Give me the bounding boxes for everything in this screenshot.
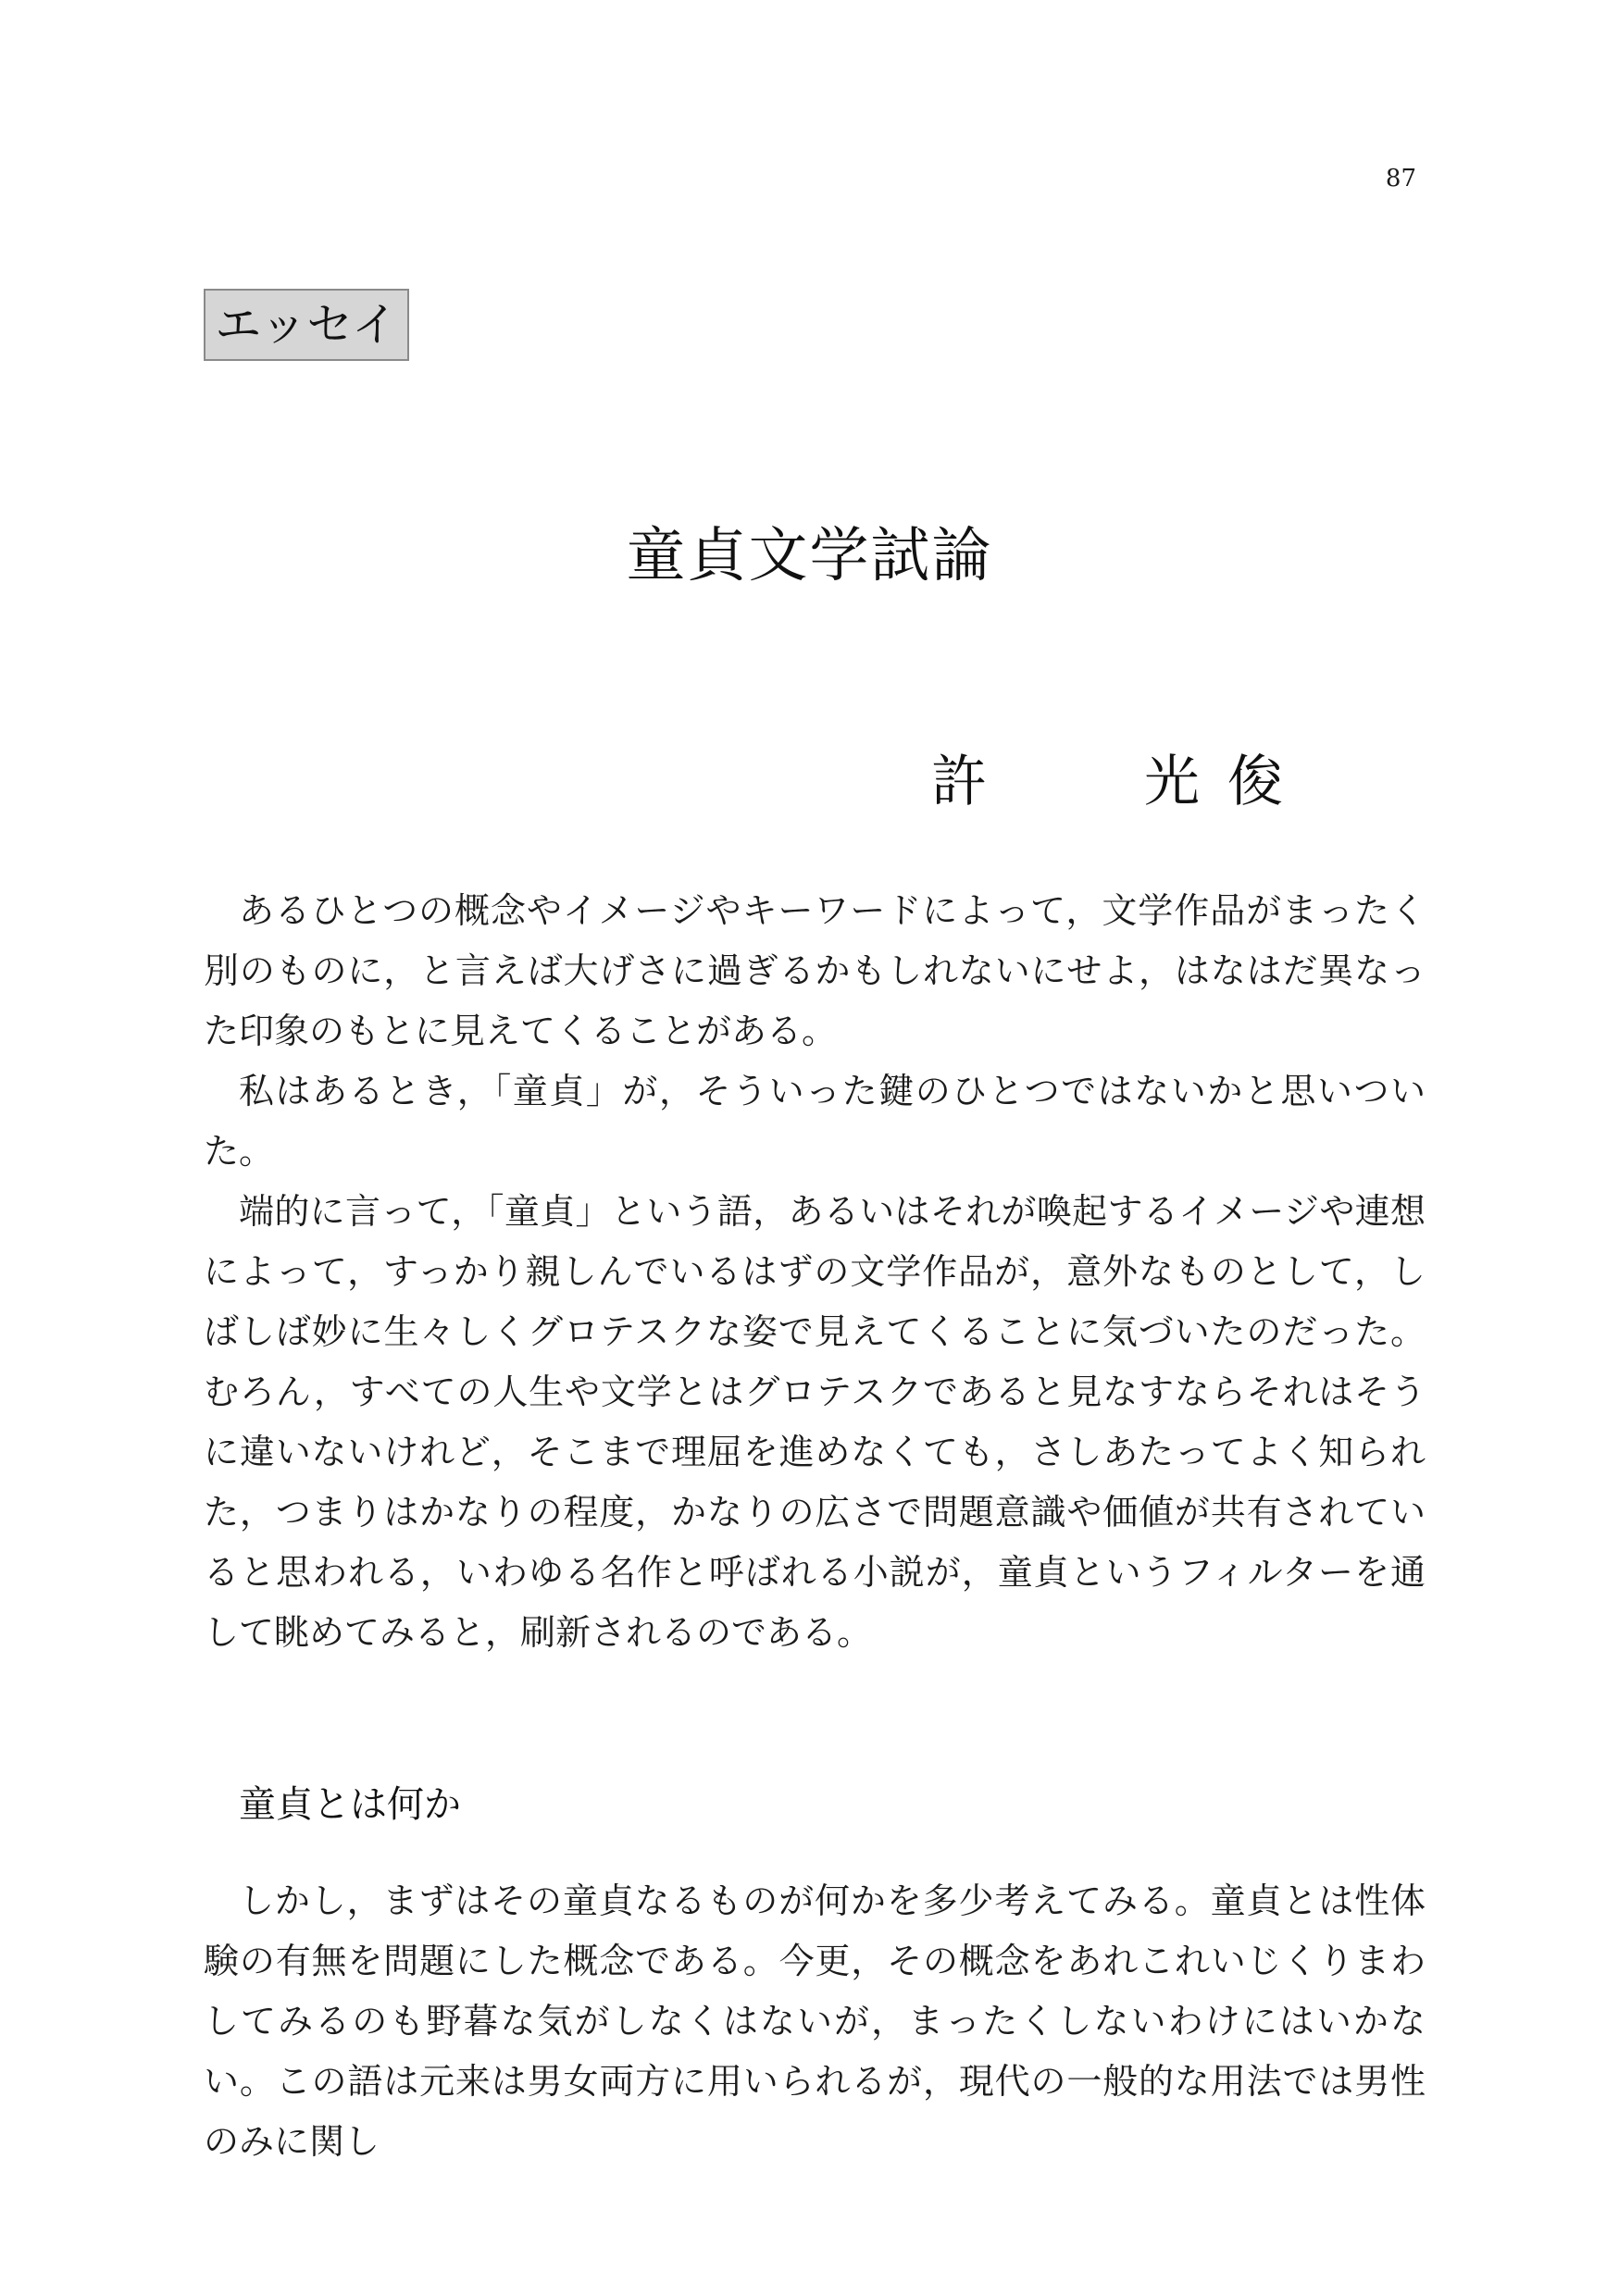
paragraph: あるひとつの概念やイメージやキーワードによって，文学作品がまったく別のものに，と言えば大げさに過ぎるかもしれないにせよ，はなはだ異なった印象のもとに見えてくることがある。 (204, 890, 1426, 1051)
section-heading: 童貞とは何か (239, 1783, 461, 1826)
intro-body (204, 881, 1426, 1663)
article-title: 童貞文学試論 (626, 522, 993, 590)
author-name (931, 740, 1320, 824)
author-given-name: 光俊 (1144, 750, 1311, 814)
paragraph: 私はあるとき，「童貞」が，そういった鍵のひとつではないかと思いついた。 (204, 1071, 1426, 1172)
section-body (204, 1871, 1426, 2172)
paragraph: しかし，まずはその童貞なるものが何かを多少考えてみる。童貞とは性体験の有無を問題にした概念である。今更，その概念をあれこれいじくりまわしてみるのも野暮な気がしなくはないが，まったくしないわけにはいかない。この語は元来は男女両方に用いられるが，現代の一般的な用法では男性のみに関し (204, 1880, 1426, 2162)
author-family-name: 許 (931, 750, 987, 814)
paragraph: 端的に言って，「童貞」という語，あるいはそれが喚起するイメージや連想によって，すっかり親しんでいるはずの文学作品が，意外なものとして，しばしば妙に生々しくグロテスクな姿で見えてくることに気づいたのだった。むろん，すべての人生や文学とはグロテスクであると見なすならそれはそうに違いないけれど，そこまで理屈を進めなくても，さしあたってよく知られた，つまりはかなりの程度，かなりの広さで問題意識や価値が共有されていると思われる，いわゆる名作と呼ばれる小説が，童貞というフィルターを通して眺めてみると，刷新されるのである。 (204, 1191, 1426, 1653)
page-number: 87 (1385, 165, 1416, 192)
genre-label: エッセイ (204, 289, 409, 361)
